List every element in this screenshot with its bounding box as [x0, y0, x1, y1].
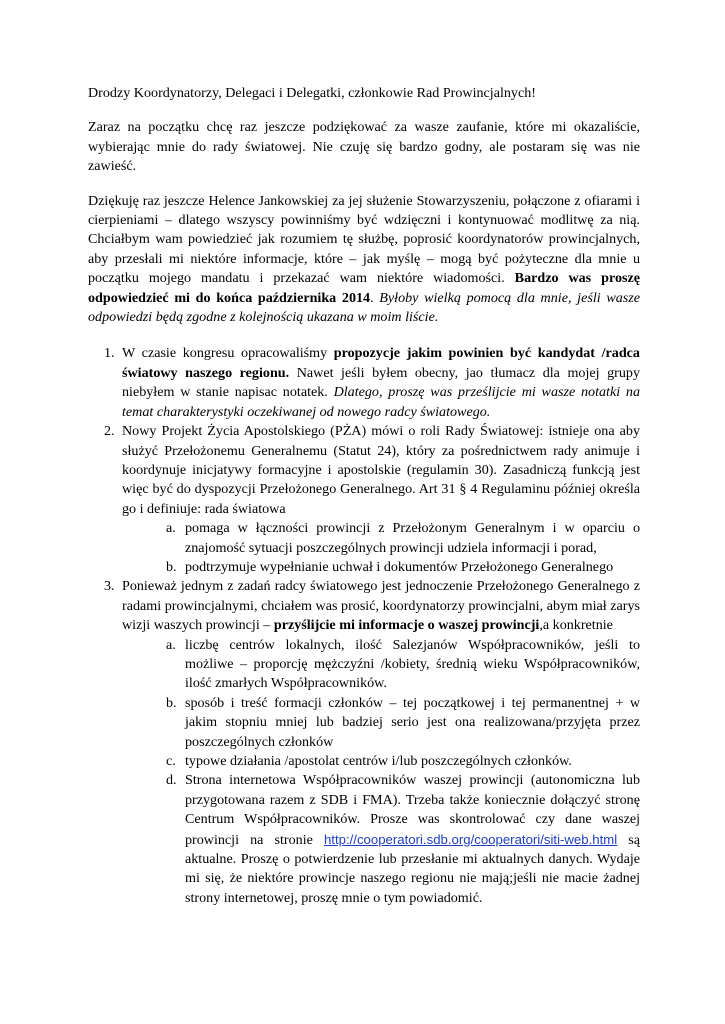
- list-item-1: [88, 344, 640, 422]
- sub-item-text: liczbę centrów lokalnych, ilość Salezjanów Współpracowników, jeśli to możliwe – proporcję mężczyźni /kobiety, średnią wieku Współpracowników, ilość zmarłych Współpracowników.: [185, 636, 640, 692]
- sub-item: [122, 771, 640, 908]
- sub-item: [122, 752, 640, 771]
- item-1-text: W czasie kongresu opracowaliśmy: [122, 345, 334, 362]
- greeting: Drodzy Koordynatorzy, Delegaci i Delegatki, członkowie Rad Prowincjalnych!: [88, 85, 536, 101]
- sub-item-text-2: są aktualne. Proszę o potwierdzenie lub przesłanie mi aktualnych danych. Wydaje mi się, że niektóre prowincje naszego regionu nie mają;jeśli nie macie żadnej strony internetowej, proszę mnie o tym powiadomić.: [185, 831, 641, 906]
- sub-letter: c.: [166, 753, 176, 769]
- letter-page: [88, 84, 640, 908]
- item-1-italic: Dlatego, proszę was prześlijcie mi wasze notatki na temat charakterystyki oczekiwanej od nowego radcy światowego.: [122, 384, 640, 420]
- item-2-text: Nowy Projekt Życia Apostolskiego (PŻA) mówi o roli Rady Światowej: istnieje ona aby służyć Przełożonemu Generalnemu (Statut 24), który za pośrednictwem rady animuje i koordynuje inicjatywy formacyjne i apostolskie (regulamin 30). Zasadniczą funkcją jest więc być do dyspozycji Przełożonego Generalnego. Art 31 § 4 Regulaminu później określa go i definiuje: rada światowa: [122, 423, 640, 517]
- sub-list: [122, 636, 640, 909]
- sub-letter: a.: [166, 520, 176, 537]
- deadline-request: Bardzo was proszę odpowiedzieć mi do końca października 2014: [88, 270, 640, 306]
- sub-letter: a.: [166, 636, 176, 653]
- list-number: 3.: [104, 578, 115, 595]
- sub-item-text: sposób i treść formacji członków – tej początkowej i tej permanentnej + w jakim stopniu mniej lub badziej serio jest ona realizowana/przyjęta przez poszczególnych członków: [185, 694, 640, 750]
- item-3-text: Ponieważ jednym z zadań radcy światowego jest jednoczenie Przełożonego Generalnego z radami prowincjalnymi, chciałem was prosić, koordynatorzy prowincjalni, abym miał zarys wizji waszych prowincji –: [122, 578, 640, 634]
- intro-paragraph: Zaraz na początku chcę raz jeszcze podziękować za wasze zaufanie, które mi okazaliście, wybierając mnie do rady światowej. Nie czuję się bardzo godny, ale postaram się was nie zawieść.: [88, 119, 640, 175]
- item-3-text-2: ,a konkretnie: [539, 617, 613, 634]
- website-link[interactable]: http://cooperatori.sdb.org/cooperatori/siti-web.html: [323, 831, 618, 847]
- thanks-text: Dziękuję raz jeszcze Helence Jankowskiej za jej służenie Stowarzyszeniu, połączone z ofiarami i cierpieniami – dlatego wszyscy powinniśmy być wdzięczni i kontynuować modlitwę za nią. Chciałbym wam powiedzieć jak rozumiem tę służbę, poprosić koordynatorów prowincjalnych, aby przesłali mi niektóre informacje, które – jak myślę – mogą być pożyteczne dla mnie u początku mojego mandatu i przekazać wam niektóre wiadomości.: [88, 192, 640, 287]
- sub-item-text: pomaga w łączności prowincji z Przełożonym Generalnym i w oparciu o znajomość sytuacji poszczególnych prowincji udziela informacji i porad,: [185, 520, 640, 556]
- sub-item: [122, 519, 640, 558]
- sub-item-text: typowe działania /apostolat centrów i/lub poszczególnych członków.: [185, 753, 572, 769]
- sub-letter: b.: [166, 694, 177, 711]
- thanks-dot: .: [370, 289, 380, 306]
- sub-item-text: Strona internetowa Współpracowników waszej prowincji (autonomiczna lub przygotowana razem z SDB i FMA). Trzeba także koniecznie dołączyć stronę Centrum Współpracowników. Prosze was skontrolować czy dane waszej prowincji na stronie: [185, 772, 640, 848]
- sub-letter: b.: [166, 558, 177, 575]
- sub-item: [122, 558, 640, 577]
- sub-list: [122, 519, 640, 577]
- sub-item-text: podtrzymuje wypełnianie uchwał i dokumentów Przełożonego Generalnego: [185, 558, 614, 575]
- list-item-3: [88, 577, 640, 908]
- item-3-bold: przyślijcie mi informacje o waszej prowincji: [273, 617, 540, 634]
- list-item-2: [88, 422, 640, 577]
- sub-letter: d.: [166, 772, 177, 789]
- list-number: 2.: [104, 423, 115, 440]
- numbered-list: [88, 344, 640, 908]
- list-number: 1.: [104, 345, 115, 362]
- sub-item: [122, 636, 640, 694]
- thanks-paragraph: [88, 192, 640, 328]
- order-request: Byłoby wielką pomocą dla mnie, jeśli wasze odpowiedzi będą zgodne z kolejnością ukazana w moim liście.: [88, 289, 640, 326]
- sub-item: [122, 694, 640, 752]
- item-1-text-2: Nawet jeśli byłem obecny, jao tłumacz dla mojej grupy niebyłem w stanie napisac notatek.: [122, 364, 640, 401]
- item-1-bold: propozycje jakim powinien być kandydat /radca światowy naszego regionu.: [122, 345, 640, 381]
